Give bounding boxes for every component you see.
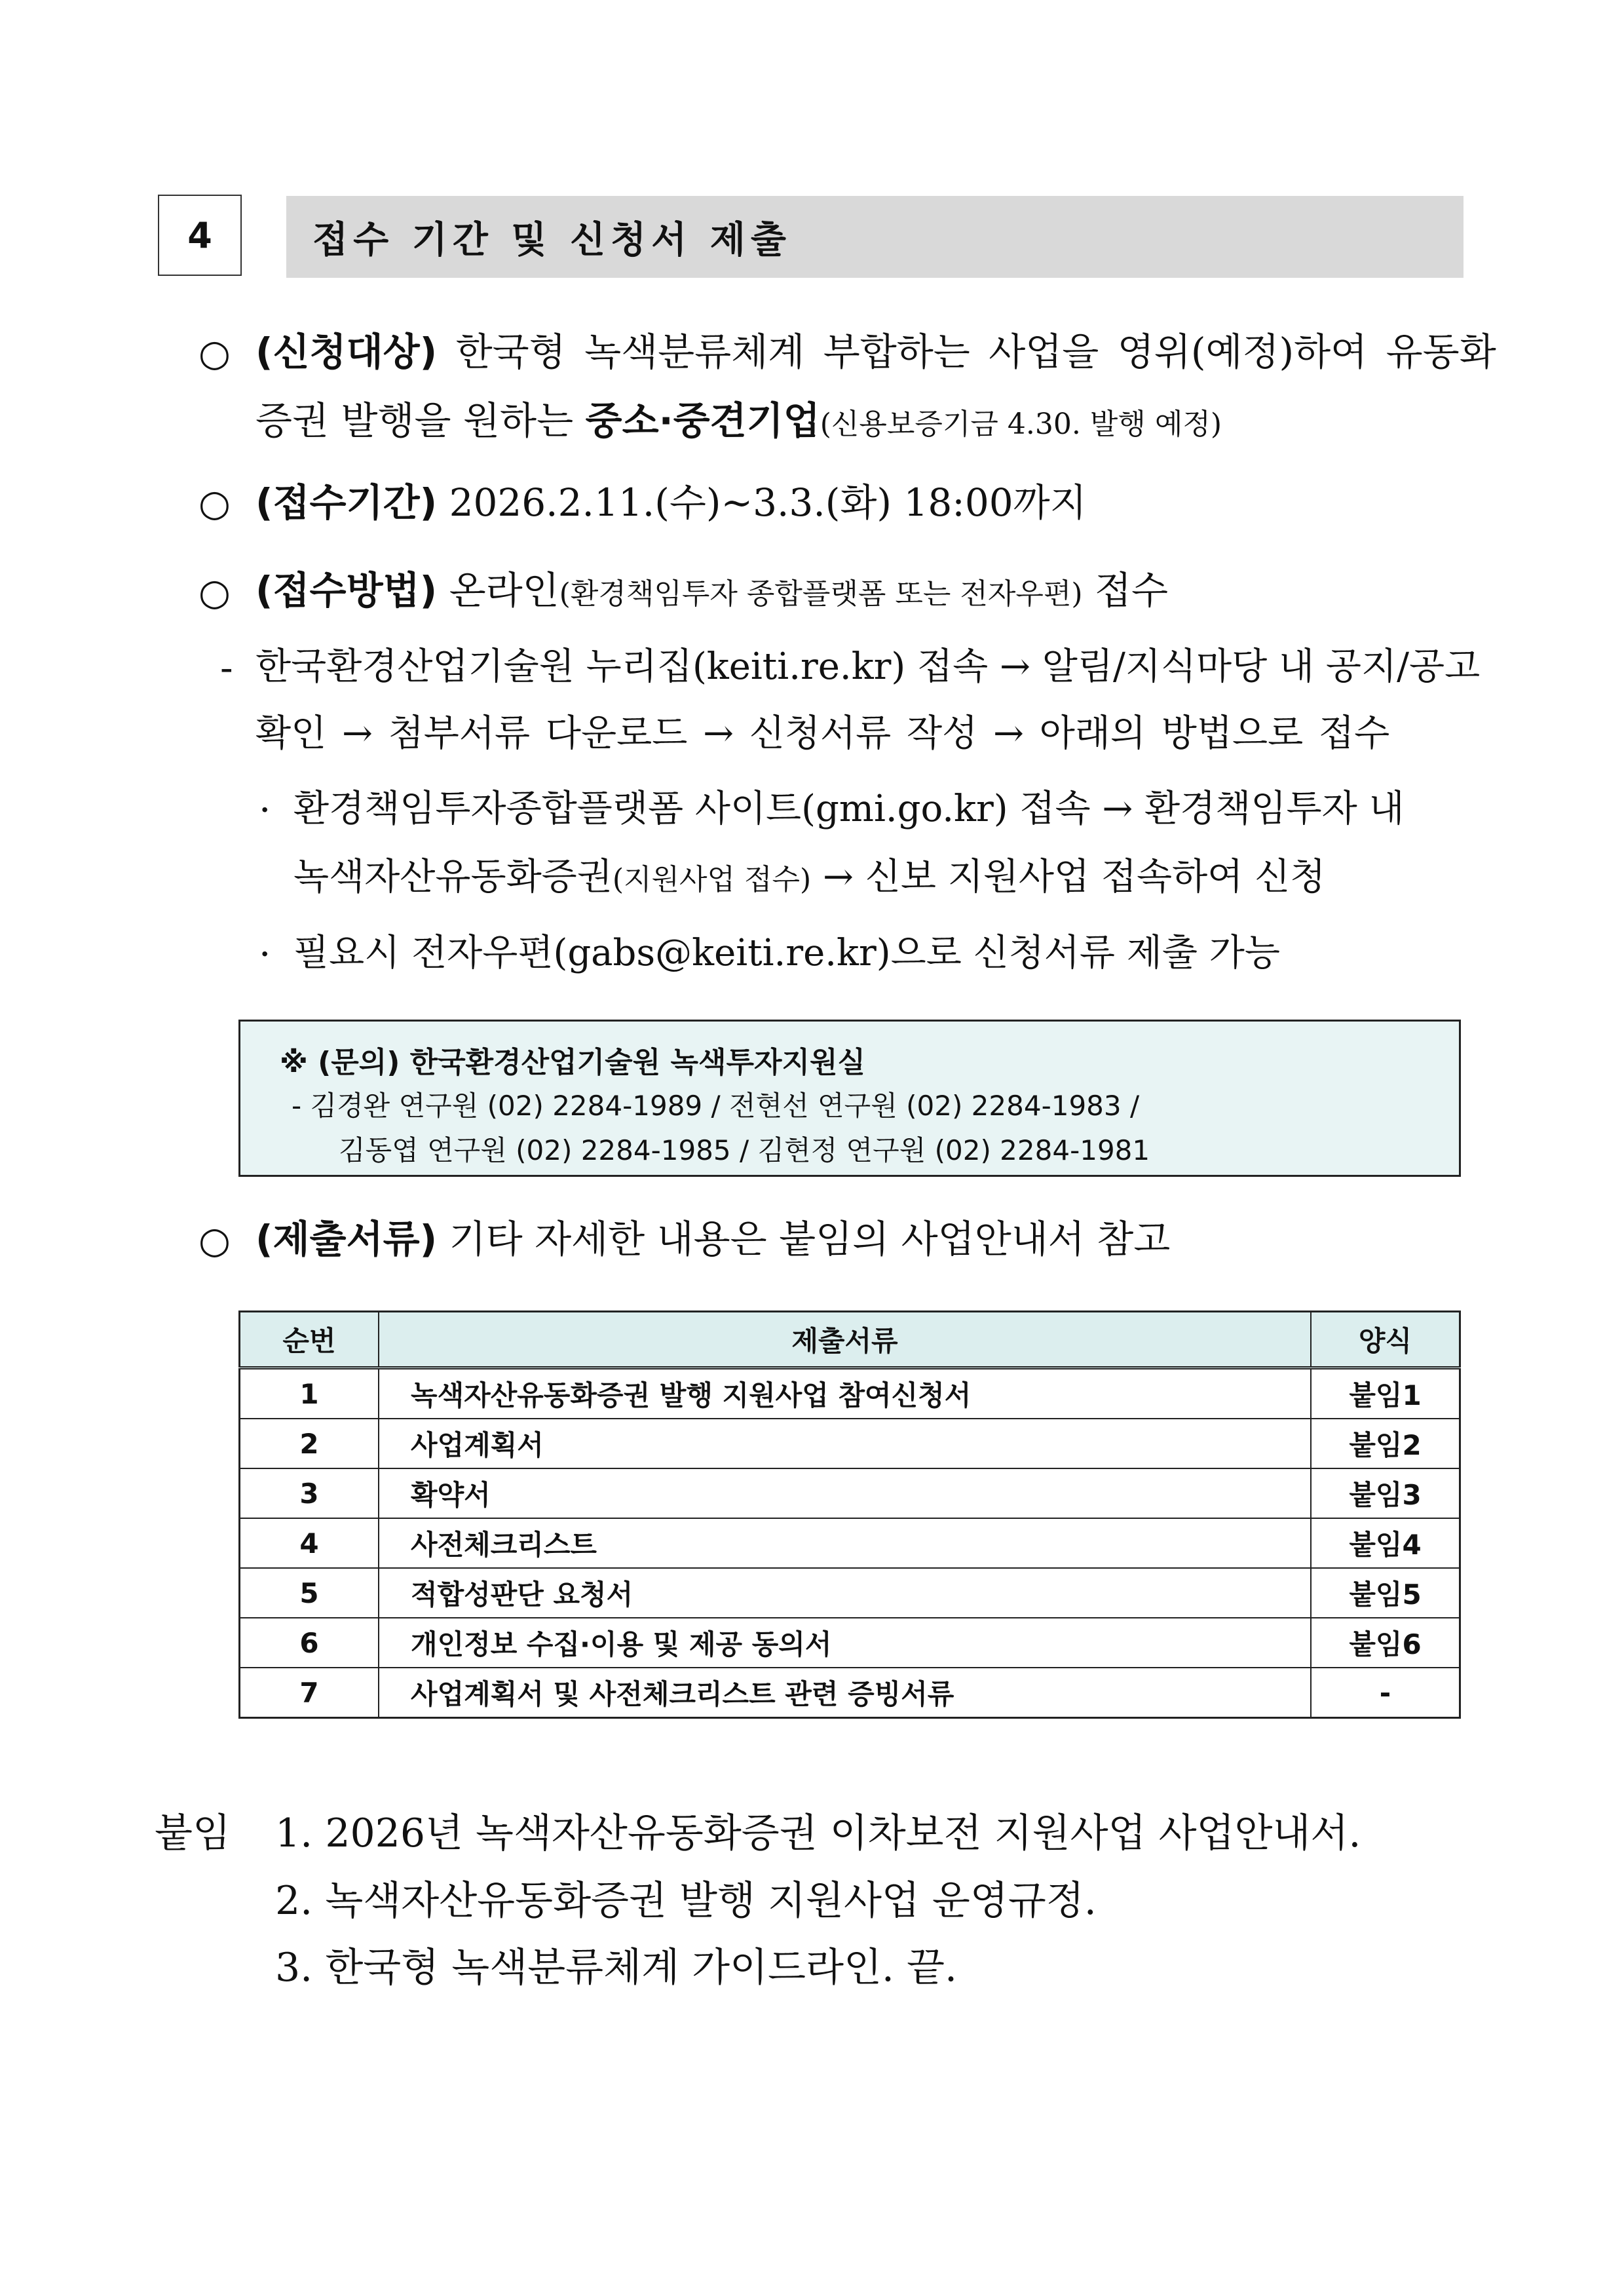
method-sub2-line2-a: 녹색자산유동화증권: [293, 856, 613, 898]
target-line1: [255, 330, 1496, 374]
header-doc: 제출서류: [379, 1312, 1311, 1368]
attachment-item-3: 3. 한국형 녹색분류체계 가이드라인. 끝.: [275, 1945, 958, 1991]
method-text-a: 온라인: [449, 568, 559, 613]
table-row: [240, 1568, 1460, 1618]
method-sub2-line2-b: → 신보 지원사업 접속하여 신청: [811, 856, 1326, 898]
table-header-row: [240, 1312, 1460, 1368]
row-no: 2: [240, 1419, 379, 1468]
inquiry-line1: - 김경완 연구원 (02) 2284-1989 / 전현선 연구원 (02) 2284-1983 /: [292, 1090, 1140, 1122]
period-text: 2026.2.11.(수)~3.3.(화) 18:00까지: [449, 480, 1087, 525]
inquiry-box: [238, 1020, 1461, 1177]
method-dot-1: ·: [259, 788, 271, 832]
attachments-label: 붙임: [155, 1810, 231, 1856]
method-sub2-line2: [293, 856, 1326, 898]
attachment-item-1: 1. 2026년 녹색자산유동화증권 이차보전 지원사업 사업안내서.: [275, 1810, 1361, 1856]
row-form: 붙임6: [1311, 1618, 1460, 1668]
row-form: 붙임2: [1311, 1419, 1460, 1468]
target-line2: [255, 398, 1222, 443]
method-dot-2: ·: [259, 932, 271, 976]
bullet-method: ○: [198, 571, 231, 614]
method-text-b: 접수: [1094, 568, 1169, 613]
method-sub2-line1: 환경책임투자종합플랫폼 사이트(gmi.go.kr) 접속 → 환경책임투자 내: [293, 788, 1405, 830]
method-text-small: (환경책임투자 종합플랫폼 또는 전자우편): [559, 577, 1083, 611]
table-row: [240, 1618, 1460, 1668]
row-no: 4: [240, 1518, 379, 1568]
inquiry-title: ※ (문의) 한국환경산업기술원 녹색투자지원실: [280, 1046, 866, 1079]
header-form: 양식: [1311, 1312, 1460, 1368]
target-line2-bold: 중소·중견기업: [585, 398, 820, 443]
documents-text: 기타 자세한 내용은 붙임의 사업안내서 참고: [449, 1217, 1171, 1261]
method-sub1-line2: 확인 → 첨부서류 다운로드 → 신청서류 작성 → 아래의 방법으로 접수: [255, 712, 1390, 755]
target-label: (신청대상): [255, 330, 438, 374]
row-no: 5: [240, 1568, 379, 1618]
table-row: [240, 1368, 1460, 1419]
row-form: 붙임3: [1311, 1468, 1460, 1518]
row-doc: 확약서: [379, 1468, 1311, 1518]
method-dash: -: [220, 645, 233, 690]
row-form: 붙임4: [1311, 1518, 1460, 1568]
method-sub2-line2-small: (지원사업 접수): [612, 863, 812, 896]
method-sub3: 필요시 전자우편(gabs@keiti.re.kr)으로 신청서류 제출 가능: [293, 932, 1280, 974]
inquiry-line2: 김동엽 연구원 (02) 2284-1985 / 김현정 연구원 (02) 2284-1981: [339, 1134, 1150, 1166]
table-row: [240, 1518, 1460, 1568]
attachment-item-2: 2. 녹색자산유동화증권 발행 지원사업 운영규정.: [275, 1878, 1097, 1924]
row-doc: 적합성판단 요청서: [379, 1568, 1311, 1618]
method-label: (접수방법): [255, 568, 438, 613]
row-form: -: [1311, 1668, 1460, 1718]
bullet-documents: ○: [198, 1219, 231, 1262]
bullet-target: ○: [198, 332, 231, 375]
documents-table: [238, 1311, 1461, 1719]
row-no: 3: [240, 1468, 379, 1518]
bullet-period: ○: [198, 482, 231, 525]
documents-line: [255, 1217, 1171, 1261]
method-sub1-line1: 한국환경산업기술원 누리집(keiti.re.kr) 접속 → 알림/지식마당 내 공지/공고: [255, 645, 1481, 688]
method-line: [255, 568, 1169, 613]
documents-label: (제출서류): [255, 1217, 438, 1261]
table-row: [240, 1668, 1460, 1718]
section-number: 4: [158, 195, 242, 276]
row-form: 붙임1: [1311, 1368, 1460, 1419]
row-doc: 사업계획서 및 사전체크리스트 관련 증빙서류: [379, 1668, 1311, 1718]
header-no: 순번: [240, 1312, 379, 1368]
row-no: 6: [240, 1618, 379, 1668]
period-line: [255, 480, 1087, 525]
row-doc: 녹색자산유동화증권 발행 지원사업 참여신청서: [379, 1368, 1311, 1419]
target-line2-small: (신용보증기금 4.30. 발행 예정): [820, 408, 1222, 441]
period-label: (접수기간): [255, 480, 438, 525]
section-title: 접수 기간 및 신청서 제출: [286, 196, 1463, 278]
row-no: 7: [240, 1668, 379, 1718]
target-line1-text: 한국형 녹색분류체계 부합하는 사업을 영위(예정)하여 유동화: [455, 330, 1496, 374]
target-line2-text: 증권 발행을 원하는: [255, 398, 586, 443]
row-doc: 사업계획서: [379, 1419, 1311, 1468]
table-row: [240, 1419, 1460, 1468]
table-row: [240, 1468, 1460, 1518]
row-doc: 사전체크리스트: [379, 1518, 1311, 1568]
row-form: 붙임5: [1311, 1568, 1460, 1618]
row-doc: 개인정보 수집·이용 및 제공 동의서: [379, 1618, 1311, 1668]
row-no: 1: [240, 1368, 379, 1419]
